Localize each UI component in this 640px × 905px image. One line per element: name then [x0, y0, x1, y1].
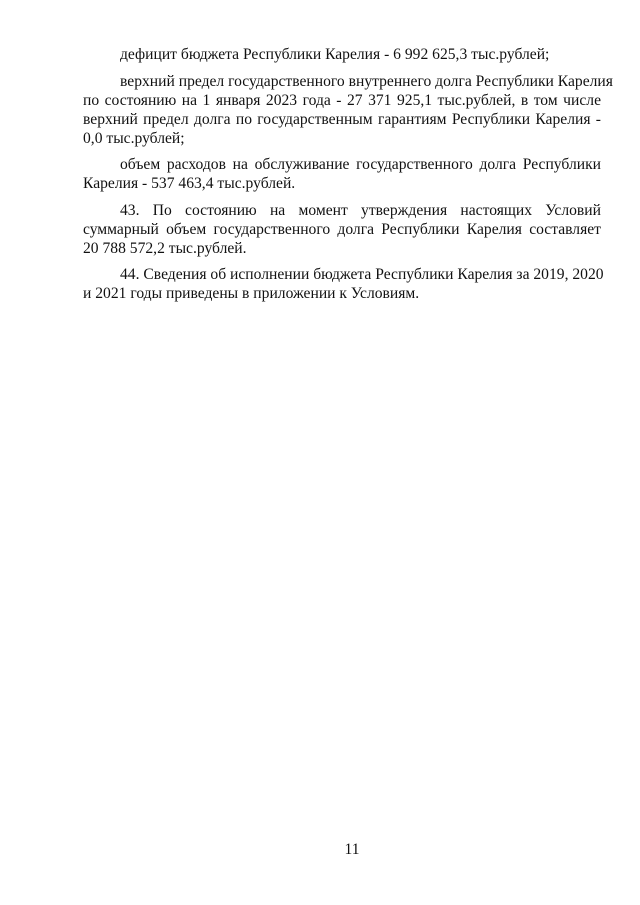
text-line: дефицит бюджета Республики Карелия - 6 992 625,3 тыс.рублей; — [120, 46, 550, 63]
text-line: по состоянию на 1 января 2023 года - 27 371 925,1 тыс.рублей, в том числе — [83, 91, 601, 109]
text-line: 0,0 тыс.рублей; — [83, 129, 185, 147]
paragraph-43 — [83, 201, 601, 258]
text-line: суммарный объем государственного долга Республики Карелия составляет — [83, 220, 601, 238]
text-line: 20 788 572,2 тыс.рублей. — [83, 239, 247, 257]
paragraph-debt-upper-limit — [83, 72, 613, 148]
text-line: верхний предел долга по государственным гарантиям Республики Карелия - — [83, 110, 601, 128]
text-line: 43. По состоянию на момент утверждения настоящих Условий — [120, 201, 601, 219]
text-line: 44. Сведения об исполнении бюджета Республики Карелия за 2019, 2020 — [120, 266, 604, 283]
paragraph-budget-deficit — [83, 45, 601, 64]
paragraph-44 — [83, 265, 604, 303]
text-line: Карелия - 537 463,4 тыс.рублей. — [83, 175, 296, 192]
document-body — [83, 45, 613, 311]
text-line: верхний предел государственного внутреннего долга Республики Карелия — [120, 72, 613, 90]
page-number: 11 — [344, 841, 360, 858]
text-line: объем расходов на обслуживание государственного долга Республики — [120, 156, 601, 173]
text-line: и 2021 годы приведены в приложении к Условиям. — [83, 285, 420, 302]
paragraph-debt-service — [83, 155, 601, 193]
